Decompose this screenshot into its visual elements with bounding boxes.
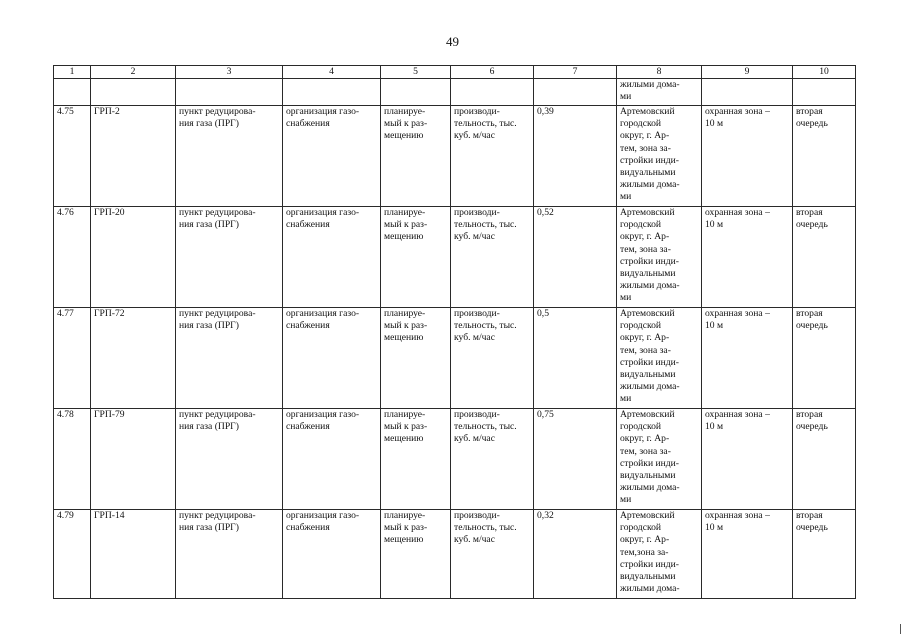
value-cell: 0,5: [534, 308, 617, 409]
purpose-cell: пункт редуцирова- ния газа (ПРГ): [176, 308, 283, 409]
column-number: 2: [91, 66, 176, 79]
table-cell: [54, 79, 91, 106]
row-number-cell: 4.78: [54, 409, 91, 510]
organization-cell: организация газо- снабжения: [283, 207, 381, 308]
table-cell: [534, 79, 617, 106]
stage-cell: вторая очередь: [793, 207, 856, 308]
organization-cell: организация газо- снабжения: [283, 308, 381, 409]
status-cell: планируе- мый к раз- мещению: [381, 308, 451, 409]
parameter-cell: производи- тельность, тыс. куб. м/час: [451, 409, 534, 510]
object-name-cell: ГРП-14: [91, 510, 176, 599]
status-cell: планируе- мый к раз- мещению: [381, 510, 451, 599]
purpose-cell: пункт редуцирова- ния газа (ПРГ): [176, 510, 283, 599]
zone-cell: охранная зона – 10 м: [702, 207, 793, 308]
location-cell: Артемовский городской округ, г. Ар- тем, зона за- стройки инди- видуальными жилыми дома- ми: [617, 207, 702, 308]
value-cell: 0,32: [534, 510, 617, 599]
column-number: 5: [381, 66, 451, 79]
status-cell: планируе- мый к раз- мещению: [381, 106, 451, 207]
zone-cell: охранная зона – 10 м: [702, 409, 793, 510]
column-number: 8: [617, 66, 702, 79]
scan-edge-mark: [900, 624, 901, 634]
row-number-cell: 4.77: [54, 308, 91, 409]
organization-cell: организация газо- снабжения: [283, 409, 381, 510]
object-name-cell: ГРП-72: [91, 308, 176, 409]
stage-cell: вторая очередь: [793, 308, 856, 409]
table-row: [54, 308, 856, 409]
table-row: [54, 510, 856, 599]
table-cell: [283, 79, 381, 106]
stage-cell: вторая очередь: [793, 409, 856, 510]
table-cell: [793, 79, 856, 106]
column-number: 3: [176, 66, 283, 79]
table-row: [54, 409, 856, 510]
continuation-row: [54, 79, 856, 106]
table-cell: [381, 79, 451, 106]
table-cell: [91, 79, 176, 106]
column-number: 6: [451, 66, 534, 79]
parameter-cell: производи- тельность, тыс. куб. м/час: [451, 106, 534, 207]
objects-table: [53, 65, 856, 599]
column-number: 10: [793, 66, 856, 79]
object-name-cell: ГРП-79: [91, 409, 176, 510]
object-name-cell: ГРП-2: [91, 106, 176, 207]
value-cell: 0,39: [534, 106, 617, 207]
value-cell: 0,75: [534, 409, 617, 510]
table-row: [54, 106, 856, 207]
row-number-cell: 4.76: [54, 207, 91, 308]
row-number-cell: 4.75: [54, 106, 91, 207]
location-cell: Артемовский городской округ, г. Ар- тем, зона за- стройки инди- видуальными жилыми дома- ми: [617, 106, 702, 207]
table-cell: [176, 79, 283, 106]
column-number: 4: [283, 66, 381, 79]
zone-cell: охранная зона – 10 м: [702, 308, 793, 409]
table-cell: [702, 79, 793, 106]
stage-cell: вторая очередь: [793, 510, 856, 599]
column-number: 7: [534, 66, 617, 79]
table-cell: [451, 79, 534, 106]
location-cell: жилыми дома- ми: [617, 79, 702, 106]
column-number: 1: [54, 66, 91, 79]
location-cell: Артемовский городской округ, г. Ар- тем,зона за- стройки инди- видуальными жилыми дома-: [617, 510, 702, 599]
purpose-cell: пункт редуцирова- ния газа (ПРГ): [176, 106, 283, 207]
location-cell: Артемовский городской округ, г. Ар- тем, зона за- стройки инди- видуальными жилыми дома- ми: [617, 308, 702, 409]
zone-cell: охранная зона – 10 м: [702, 510, 793, 599]
stage-cell: вторая очередь: [793, 106, 856, 207]
zone-cell: охранная зона – 10 м: [702, 106, 793, 207]
location-cell: Артемовский городской округ, г. Ар- тем, зона за- стройки инди- видуальными жилыми дома- ми: [617, 409, 702, 510]
parameter-cell: производи- тельность, тыс. куб. м/час: [451, 207, 534, 308]
parameter-cell: производи- тельность, тыс. куб. м/час: [451, 510, 534, 599]
purpose-cell: пункт редуцирова- ния газа (ПРГ): [176, 207, 283, 308]
column-number-row: [54, 66, 856, 79]
purpose-cell: пункт редуцирова- ния газа (ПРГ): [176, 409, 283, 510]
column-number: 9: [702, 66, 793, 79]
table-row: [54, 207, 856, 308]
object-name-cell: ГРП-20: [91, 207, 176, 308]
status-cell: планируе- мый к раз- мещению: [381, 207, 451, 308]
organization-cell: организация газо- снабжения: [283, 106, 381, 207]
value-cell: 0,52: [534, 207, 617, 308]
row-number-cell: 4.79: [54, 510, 91, 599]
status-cell: планируе- мый к раз- мещению: [381, 409, 451, 510]
page-number: 49: [446, 34, 459, 49]
parameter-cell: производи- тельность, тыс. куб. м/час: [451, 308, 534, 409]
organization-cell: организация газо- снабжения: [283, 510, 381, 599]
